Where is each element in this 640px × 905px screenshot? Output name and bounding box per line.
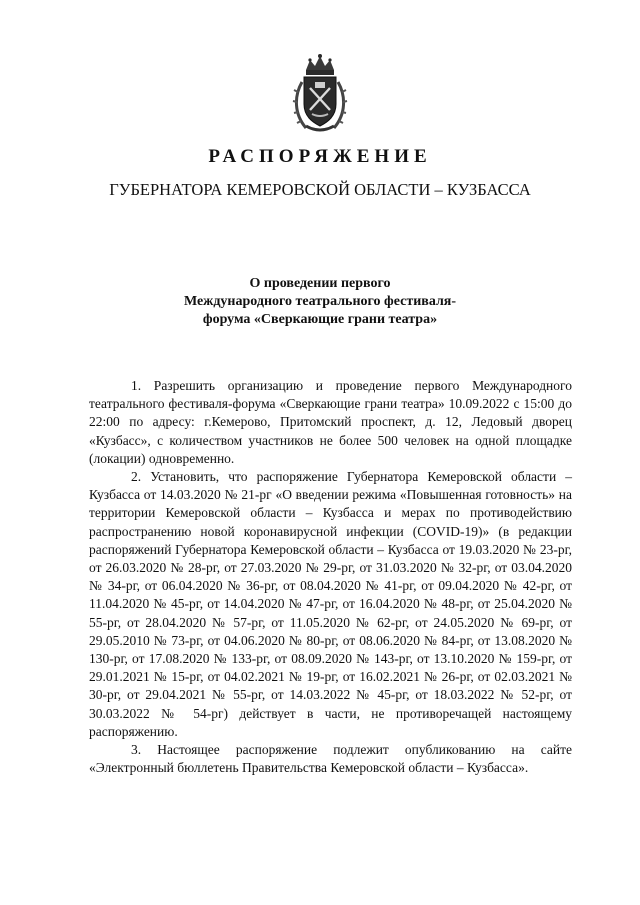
title-line: форума «Сверкающие грани театра» xyxy=(202,312,438,327)
title-line: О проведении первого xyxy=(249,276,391,291)
title-line: Международного театрального фестиваля- xyxy=(183,294,457,309)
document-type: РАСПОРЯЖЕНИЕ xyxy=(208,146,432,167)
paragraph-1: 1. Разрешить организацию и проведение первого Международного театрального фестиваля-форума «Сверкающие грани театра» 10.09.2022 с 15:00 до 22:00 по адресу: г.Кемерово, Притомский проспект, д. 12, Ледовый дворец «Кузбасс», с количеством участников не более 500 человек на одной площадке (локации) одновременно. xyxy=(89,378,572,466)
document-title xyxy=(0,275,640,329)
issuer-line: ГУБЕРНАТОРА КЕМЕРОВСКОЙ ОБЛАСТИ – КУЗБАССА xyxy=(109,180,531,199)
paragraph-2: 2. Установить, что распоряжение Губернатора Кемеровской области – Кузбасса от 14.03.2020 № 21-рг «О введении режима «Повышенная готовность» на территории Кемеровской области – Кузбасса и мерах по противодействию распространению новой коронавирусной инфекции (COVID-19)» (в редакции распоряжений Губернатора Кемеровской области – Кузбасса от 19.03.2020 № 23-рг, от 26.03.2020 № 28-рг, от 27.03.2020 № 29-рг, от 31.03.2020 № 32-рг, от 03.04.2020 № 34-рг, от 06.04.2020 № 36-рг, от 08.04.2020 № 41-рг, от 09.04.2020 № 42-рг, от 11.04.2020 № 45-рг, от 14.04.2020 № 47-рг, от 16.04.2020 № 48-рг, от 25.04.2020 № 55-рг, от 28.04.2020 № 57-рг, от 11.05.2020 № 62-рг, от 24.05.2020 № 69-рг, от 29.05.2010 № 73-рг, от 04.06.2020 № 80-рг, от 08.06.2020 № 84-рг, от 13.08.2020 № 130-рг, от 17.08.2020 № 133-рг, от 08.09.2020 № 143-рг, от 13.10.2020 № 159-рг, от 29.01.2021 № 15-рг, от 04.02.2021 № 19-рг, от 16.02.2021 № 26-рг, от 02.03.2021 № 30-рг, от 29.04.2021 № 55-рг, от 14.03.2022 № 45-рг, от 18.03.2022 № 52-рг, от 30.03.2022 № 54-рг) действует в части, не противоречащей настоящему распоряжению. xyxy=(89,469,572,739)
document-body xyxy=(89,377,572,777)
kuzbass-coat-of-arms-icon xyxy=(292,52,348,136)
paragraph-3: 3. Настоящее распоряжение подлежит опубликованию на сайте «Электронный бюллетень Правительства Кемеровской области – Кузбасса». xyxy=(89,742,572,776)
